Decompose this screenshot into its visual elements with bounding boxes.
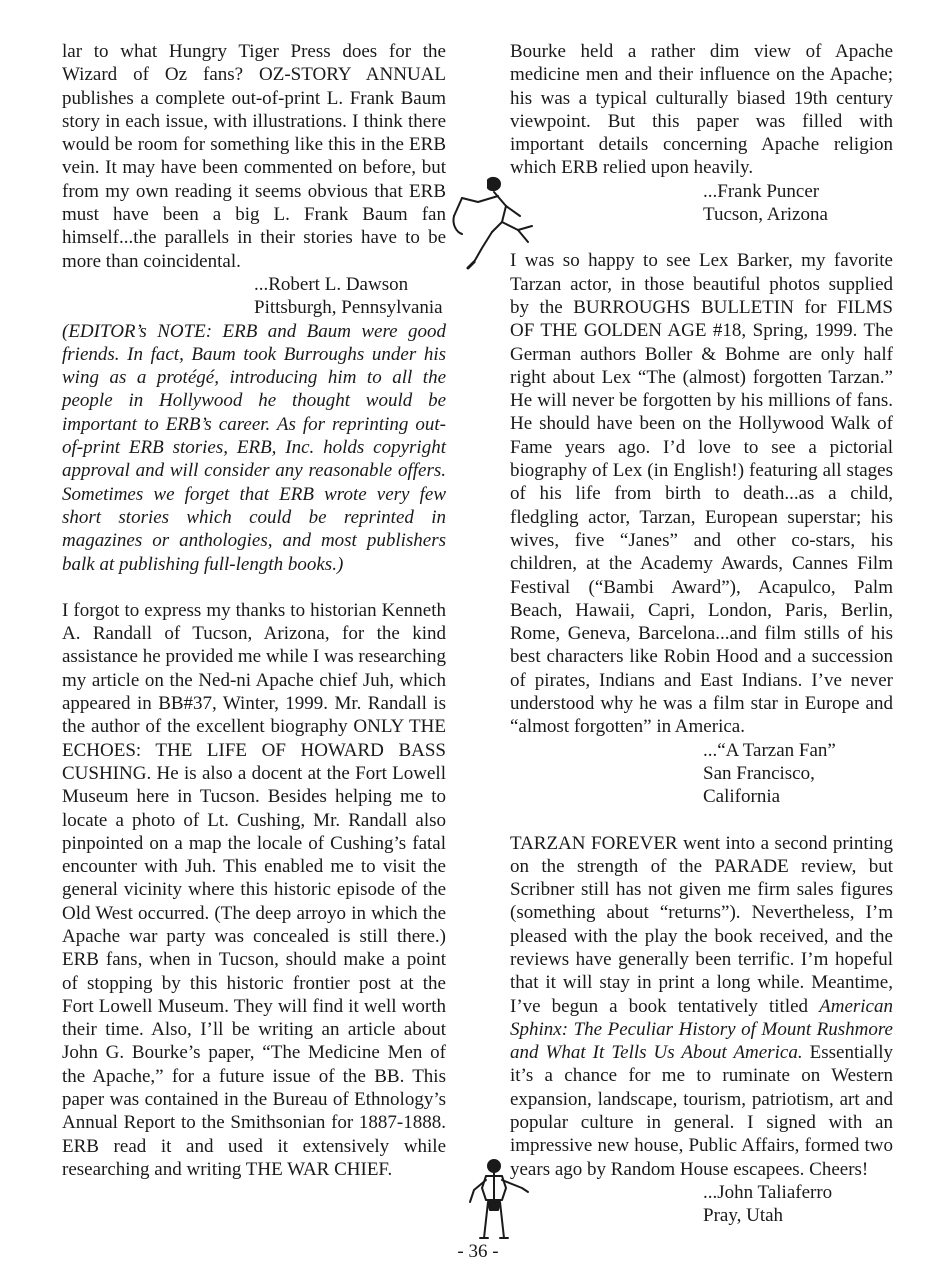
letter-dawson-signature-place: Pittsburgh, Pennsylvania bbox=[254, 297, 443, 319]
letter-taliaferro-signature-place: Pray, Utah bbox=[703, 1205, 784, 1227]
book-title: American Sphinx: The Peculiar History of Mount Rushmore and What It Tells Us About America. bbox=[510, 995, 893, 1064]
standing-tarzan-icon bbox=[456, 1158, 532, 1242]
letter-tarzan-fan-signature-name: ...“A Tarzan Fan” bbox=[703, 739, 836, 761]
letter-puncer-continued: Bourke held a rather dim view of Apache medicine men and their influence on the Apache; his was a typical culturally biased 19th century viewpoint. But this paper was filled with important details concerning Apache religion which ERB relied upon heavily. bbox=[510, 41, 893, 179]
letter-puncer-body: I forgot to express my thanks to historian Kenneth A. Randall of Tucson, Arizona, for the kind assistance he provided me while I was researching my article on the Ned-ni Apache chief Juh, which appeared in BB#37, Winter, 1999. Mr. Randall is the author of the excellent biography ONLY THE ECHOES: THE LIFE OF HOWARD BASS CUSHING. He is also a docent at the Fort Lowell Museum here in Tucson. Besides helping me to locate a photo of Lt. Cushing, Mr. Randall also pinpointed on a map the locale of Cushing’s fatal encounter with Juh. This enabled me to visit the general vicinity where this historic episode of the Old West occurred. (The deep arroyo in which the Apache war party was concealed is still there.) ERB fans, when in Tucson, should make a point of stopping by this historic frontier post at the Fort Lowell Museum. They will find it well worth their time. Also, I’ll be writing an article about John G. Bourke’s paper, “The Medicine Men of the Apache,” for a future issue of the BB. This paper was contained in the Bureau of Ethnology’s Annual Report to the Smithsonian for 1887-1888. ERB read it and used it extensively while researching and writing THE WAR CHIEF. bbox=[62, 599, 446, 1180]
letter-tarzan-fan-signature-place: San Francisco, California bbox=[703, 762, 815, 808]
letter-puncer-signature-place: Tucson, Arizona bbox=[703, 204, 828, 226]
letter-puncer-signature-name: ...Frank Puncer bbox=[703, 180, 820, 202]
swinging-tarzan-icon bbox=[448, 172, 548, 272]
letter-taliaferro-text-a: TARZAN FOREVER went into a second printing on the strength of the PARADE review, but Scribner still has not given me firm sales figures (something about “returns”). Nevertheless, I’m pleased with the play the book received, and the reviews have generally been terrific. I’m hopeful that it will stay in print a long while. Meantime, I’ve begun a book tentatively titled bbox=[510, 832, 893, 1017]
page-number: - 36 - bbox=[457, 1241, 499, 1262]
letter-dawson-body: lar to what Hungry Tiger Press does for the Wizard of Oz fans? OZ-STORY ANNUAL publishes a complete out-of-print L. Frank Baum story in each issue, with illustrations. I think there would be room for something like this in the ERB vein. It may have been commented on before, but from my own reading it seems obvious that ERB must have been a big L. Frank Baum fan himself...the parallels in their stories have to be more than coincidental. bbox=[62, 41, 446, 272]
letter-taliaferro-signature-name: ...John Taliaferro bbox=[703, 1181, 833, 1203]
right-column bbox=[510, 40, 893, 1228]
left-column bbox=[62, 40, 446, 1181]
letter-dawson-signature-name: ...Robert L. Dawson bbox=[254, 273, 409, 295]
letter-taliaferro-body bbox=[510, 832, 893, 1181]
editor-note: (EDITOR’s NOTE: ERB and Baum were good friends. In fact, Baum took Burroughs under his wing as a protégé, introducing him to all the people in Hollywood he thought would be important to ERB’s career. As for reprinting out-of-print ERB stories, ERB, Inc. holds copyright approval and will consider any reasonable offers. Sometimes we forget that ERB wrote very few short stories which could be reprinted in magazines or anthologies, and most publishers balk at publishing full-length books.) bbox=[62, 320, 446, 575]
letter-tarzan-fan-body: I was so happy to see Lex Barker, my favorite Tarzan actor, in those beautiful photos supplied by the BURROUGHS BULLETIN for FILMS OF THE GOLDEN AGE #18, Spring, 1999. The German authors Boller & Bohme are only half right about Lex “The (almost) forgotten Tarzan.” He will never be forgotten by his millions of fans. He should have been on the Hollywood Walk of Fame years ago. I’d love to see a pictorial biography of Lex (in English!) featuring all stages of his life from birth to death...as a child, fledgling actor, Tarzan, European superstar; his wives, five “Janes” and other co-stars, his children, at the Academy Awards, Cannes Film Festival (“Bambi Award”), Acapulco, Palm Beach, Hawaii, Capri, London, Paris, Berlin, Rome, Geneva, Barcelona...and film stills of his best characters like Robin Hood and a succession of pirates, Indians and East Indians. I’ve never understood why he was a film star in Europe and “almost forgotten” in America. bbox=[510, 250, 893, 738]
letter-taliaferro-text-b: Essentially it’s a chance for me to ruminate on Western expansion, landscape, tourism, patriotism, art and popular culture in general. I signed with an impressive new house, Public Affairs, formed two years ago by Random House escapees. Cheers! bbox=[510, 1042, 894, 1180]
